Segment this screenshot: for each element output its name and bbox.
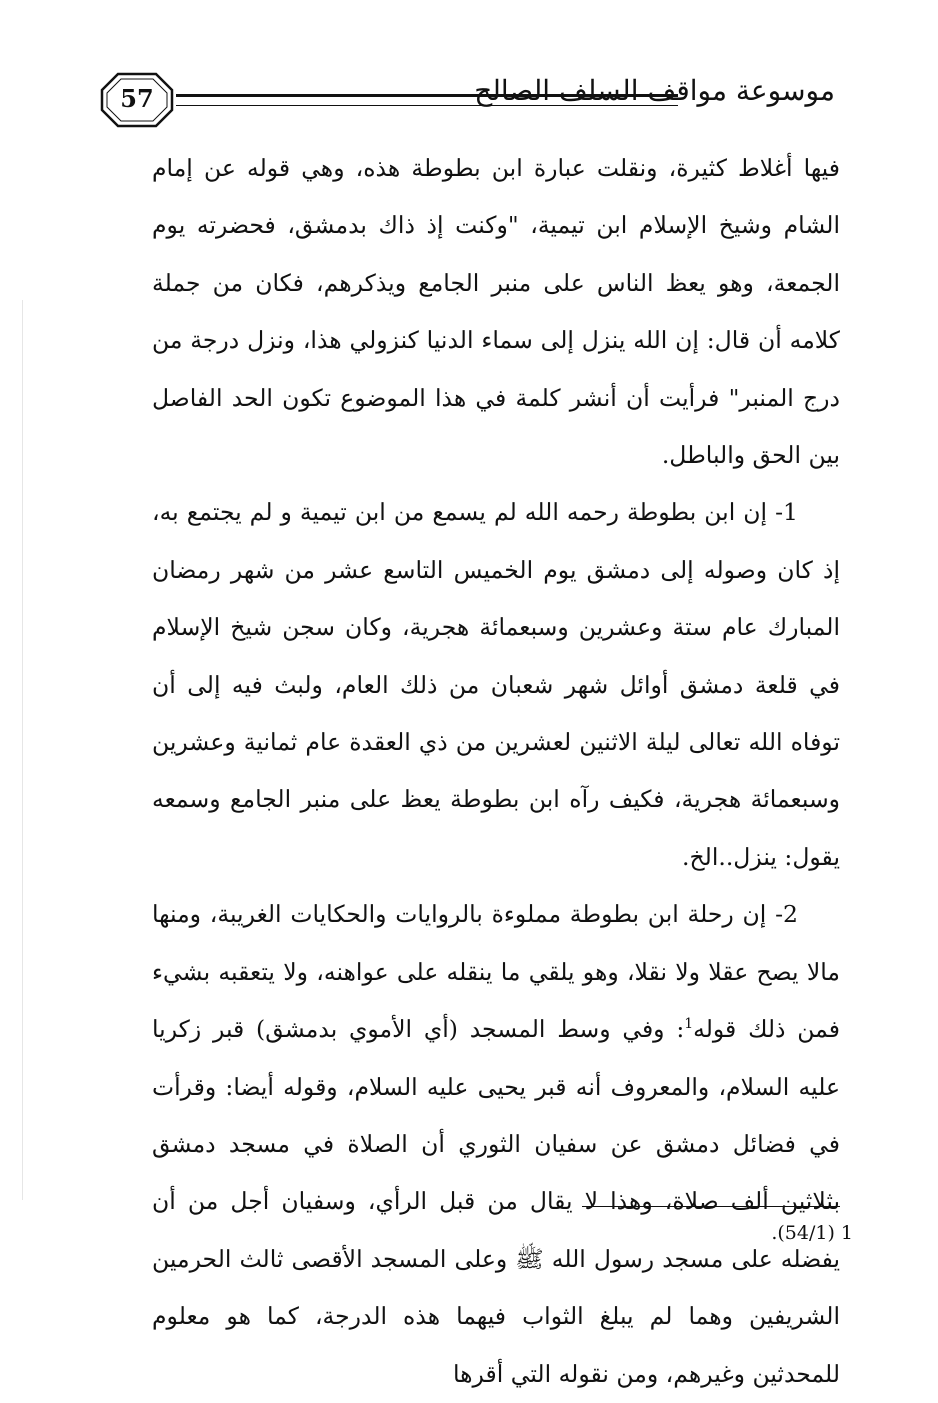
paragraph-intro: فيها أغلاط كثيرة، ونقلت عبارة ابن بطوطة هذه، وهي قوله عن إمام الشام وشيخ الإسلام ابن تيمية، "وكنت إذ ذاك بدمشق، فحضرته يوم الجمعة، وهو يعظ الناس على منبر الجامع ويذكرهم، فكان من جملة كلامه أن قال: إن الله ينزل إلى سماء الدنيا كنزولي هذا، ونزل درجة من درج المنبر" فرأيت أن أنشر كلمة في هذا الموضوع تكون الحد الفاصل بين الحق والباطل. bbox=[152, 154, 840, 470]
book-title: موسوعة مواقف السلف الصالح bbox=[474, 74, 835, 107]
footnote-text: (54/1). bbox=[771, 1222, 835, 1244]
page-number: 57 bbox=[120, 84, 154, 113]
paragraph-point-2 bbox=[152, 886, 840, 1403]
footnote-divider bbox=[582, 1206, 840, 1207]
scan-edge-line bbox=[22, 300, 23, 1200]
page-header bbox=[100, 66, 835, 136]
footnote bbox=[771, 1222, 853, 1244]
page-number-badge bbox=[100, 72, 174, 128]
footnote-reference[interactable]: 1 bbox=[684, 1016, 694, 1033]
paragraph-point-1: 1- إن ابن بطوطة رحمه الله لم يسمع من ابن تيمية و لم يجتمع به، إذ كان وصوله إلى دمشق يوم الخميس التاسع عشر من شهر رمضان المبارك عام ستة وعشرين وسبعمائة هجرية، وكان سجن شيخ الإسلام في قلعة دمشق أوائل شهر شعبان من ذلك العام، ولبث فيه إلى أن توفاه الله تعالى ليلة الاثنين لعشرين من ذي العقدة عام ثمانية وعشرين وسبعمائة هجرية، فكيف رآه ابن بطوطة يعظ على منبر الجامع وسمعه يقول: ينزل..الخ. bbox=[152, 498, 840, 871]
paragraph-point-2-part-2: : وفي وسط المسجد (أي الأموي بدمشق) قبر زكريا عليه السلام، والمعروف أنه قبر يحيى عليه السلام، وقوله أيضا: وقرأت في فضائل دمشق عن سفيان الثوري أن الصلاة في مسجد دمشق بثلاثين ألف صلاة، وهذا لا يقال من قبل الرأي، وسفيان أجل من أن يفضله على مسجد رسول الله ﷺ وعلى المسجد الأقصى ثالث الحرمين الشريفين وهما لم يبلغ الثواب فيهما هذه الدرجة، كما هو معلوم للمحدثين وغيرهم، ومن نقوله التي أقرها bbox=[152, 1015, 840, 1388]
paragraph-point-2-part-1: 2- إن رحلة ابن بطوطة مملوءة بالروايات والحكايات الغريبة، ومنها مالا يصح عقلا ولا نقلا، وهو يلقي ما ينقله على عواهنه، ولا يتعقبه بشيء فمن ذلك قوله bbox=[152, 900, 840, 1044]
main-text bbox=[152, 140, 840, 1403]
footnote-number: 1 bbox=[840, 1222, 853, 1244]
